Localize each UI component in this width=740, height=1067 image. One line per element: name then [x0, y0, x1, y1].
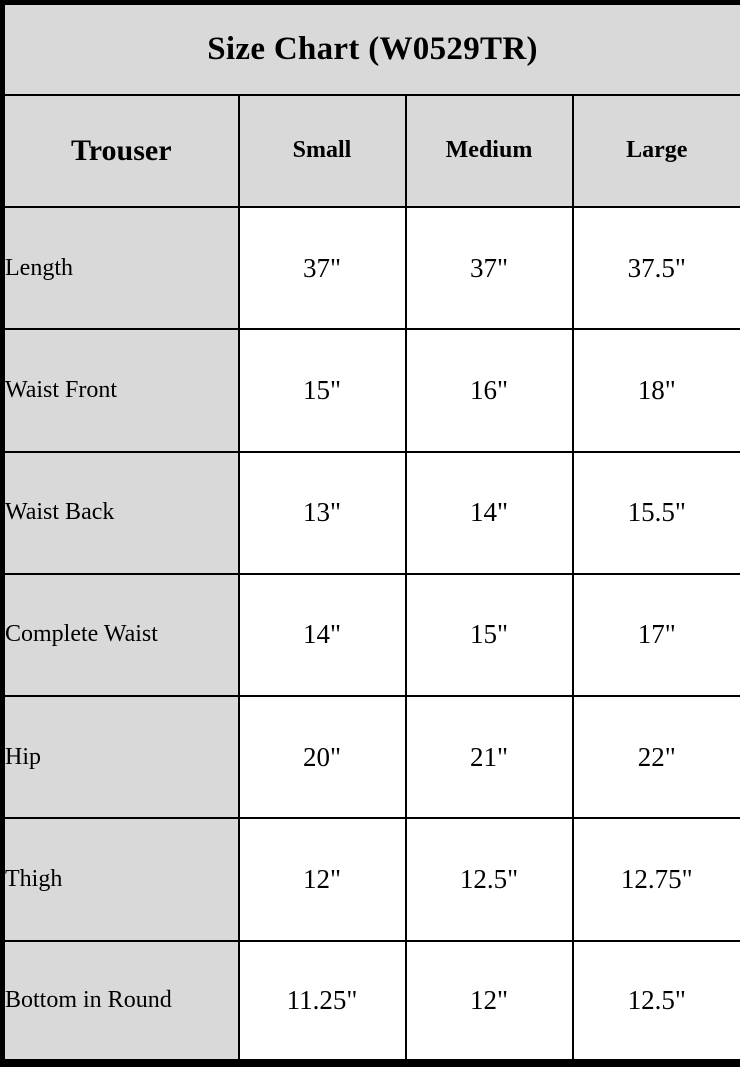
size-value: 15.5"	[573, 452, 740, 574]
row-label: Bottom in Round	[3, 941, 239, 1063]
size-value: 12"	[406, 941, 573, 1063]
row-label: Complete Waist	[3, 574, 239, 696]
row-label: Waist Back	[3, 452, 239, 574]
size-value: 12.5"	[573, 941, 740, 1063]
table-row-length	[3, 207, 740, 329]
row-label: Thigh	[3, 818, 239, 940]
size-chart-title: Size Chart (W0529TR)	[3, 3, 740, 95]
column-header-small: Small	[239, 95, 406, 207]
size-value: 15"	[239, 329, 406, 451]
table-row-complete-waist	[3, 574, 740, 696]
header-row	[3, 95, 740, 207]
size-value: 14"	[406, 452, 573, 574]
size-value: 14"	[239, 574, 406, 696]
row-label: Waist Front	[3, 329, 239, 451]
size-value: 13"	[239, 452, 406, 574]
column-header-trouser: Trouser	[3, 95, 239, 207]
title-row	[3, 3, 740, 95]
row-label: Length	[3, 207, 239, 329]
size-value: 12"	[239, 818, 406, 940]
column-header-medium: Medium	[406, 95, 573, 207]
size-value: 18"	[573, 329, 740, 451]
size-value: 17"	[573, 574, 740, 696]
size-value: 12.75"	[573, 818, 740, 940]
size-value: 37.5"	[573, 207, 740, 329]
column-header-large: Large	[573, 95, 740, 207]
table-row-hip	[3, 696, 740, 818]
table-row-waist-back	[3, 452, 740, 574]
table-row-bottom-in-round	[3, 941, 740, 1063]
size-value: 15"	[406, 574, 573, 696]
size-value: 22"	[573, 696, 740, 818]
row-label: Hip	[3, 696, 239, 818]
size-value: 16"	[406, 329, 573, 451]
size-value: 12.5"	[406, 818, 573, 940]
size-value: 37"	[406, 207, 573, 329]
table-row-waist-front	[3, 329, 740, 451]
size-value: 37"	[239, 207, 406, 329]
size-value: 21"	[406, 696, 573, 818]
size-value: 20"	[239, 696, 406, 818]
size-value: 11.25"	[239, 941, 406, 1063]
table-row-thigh	[3, 818, 740, 940]
